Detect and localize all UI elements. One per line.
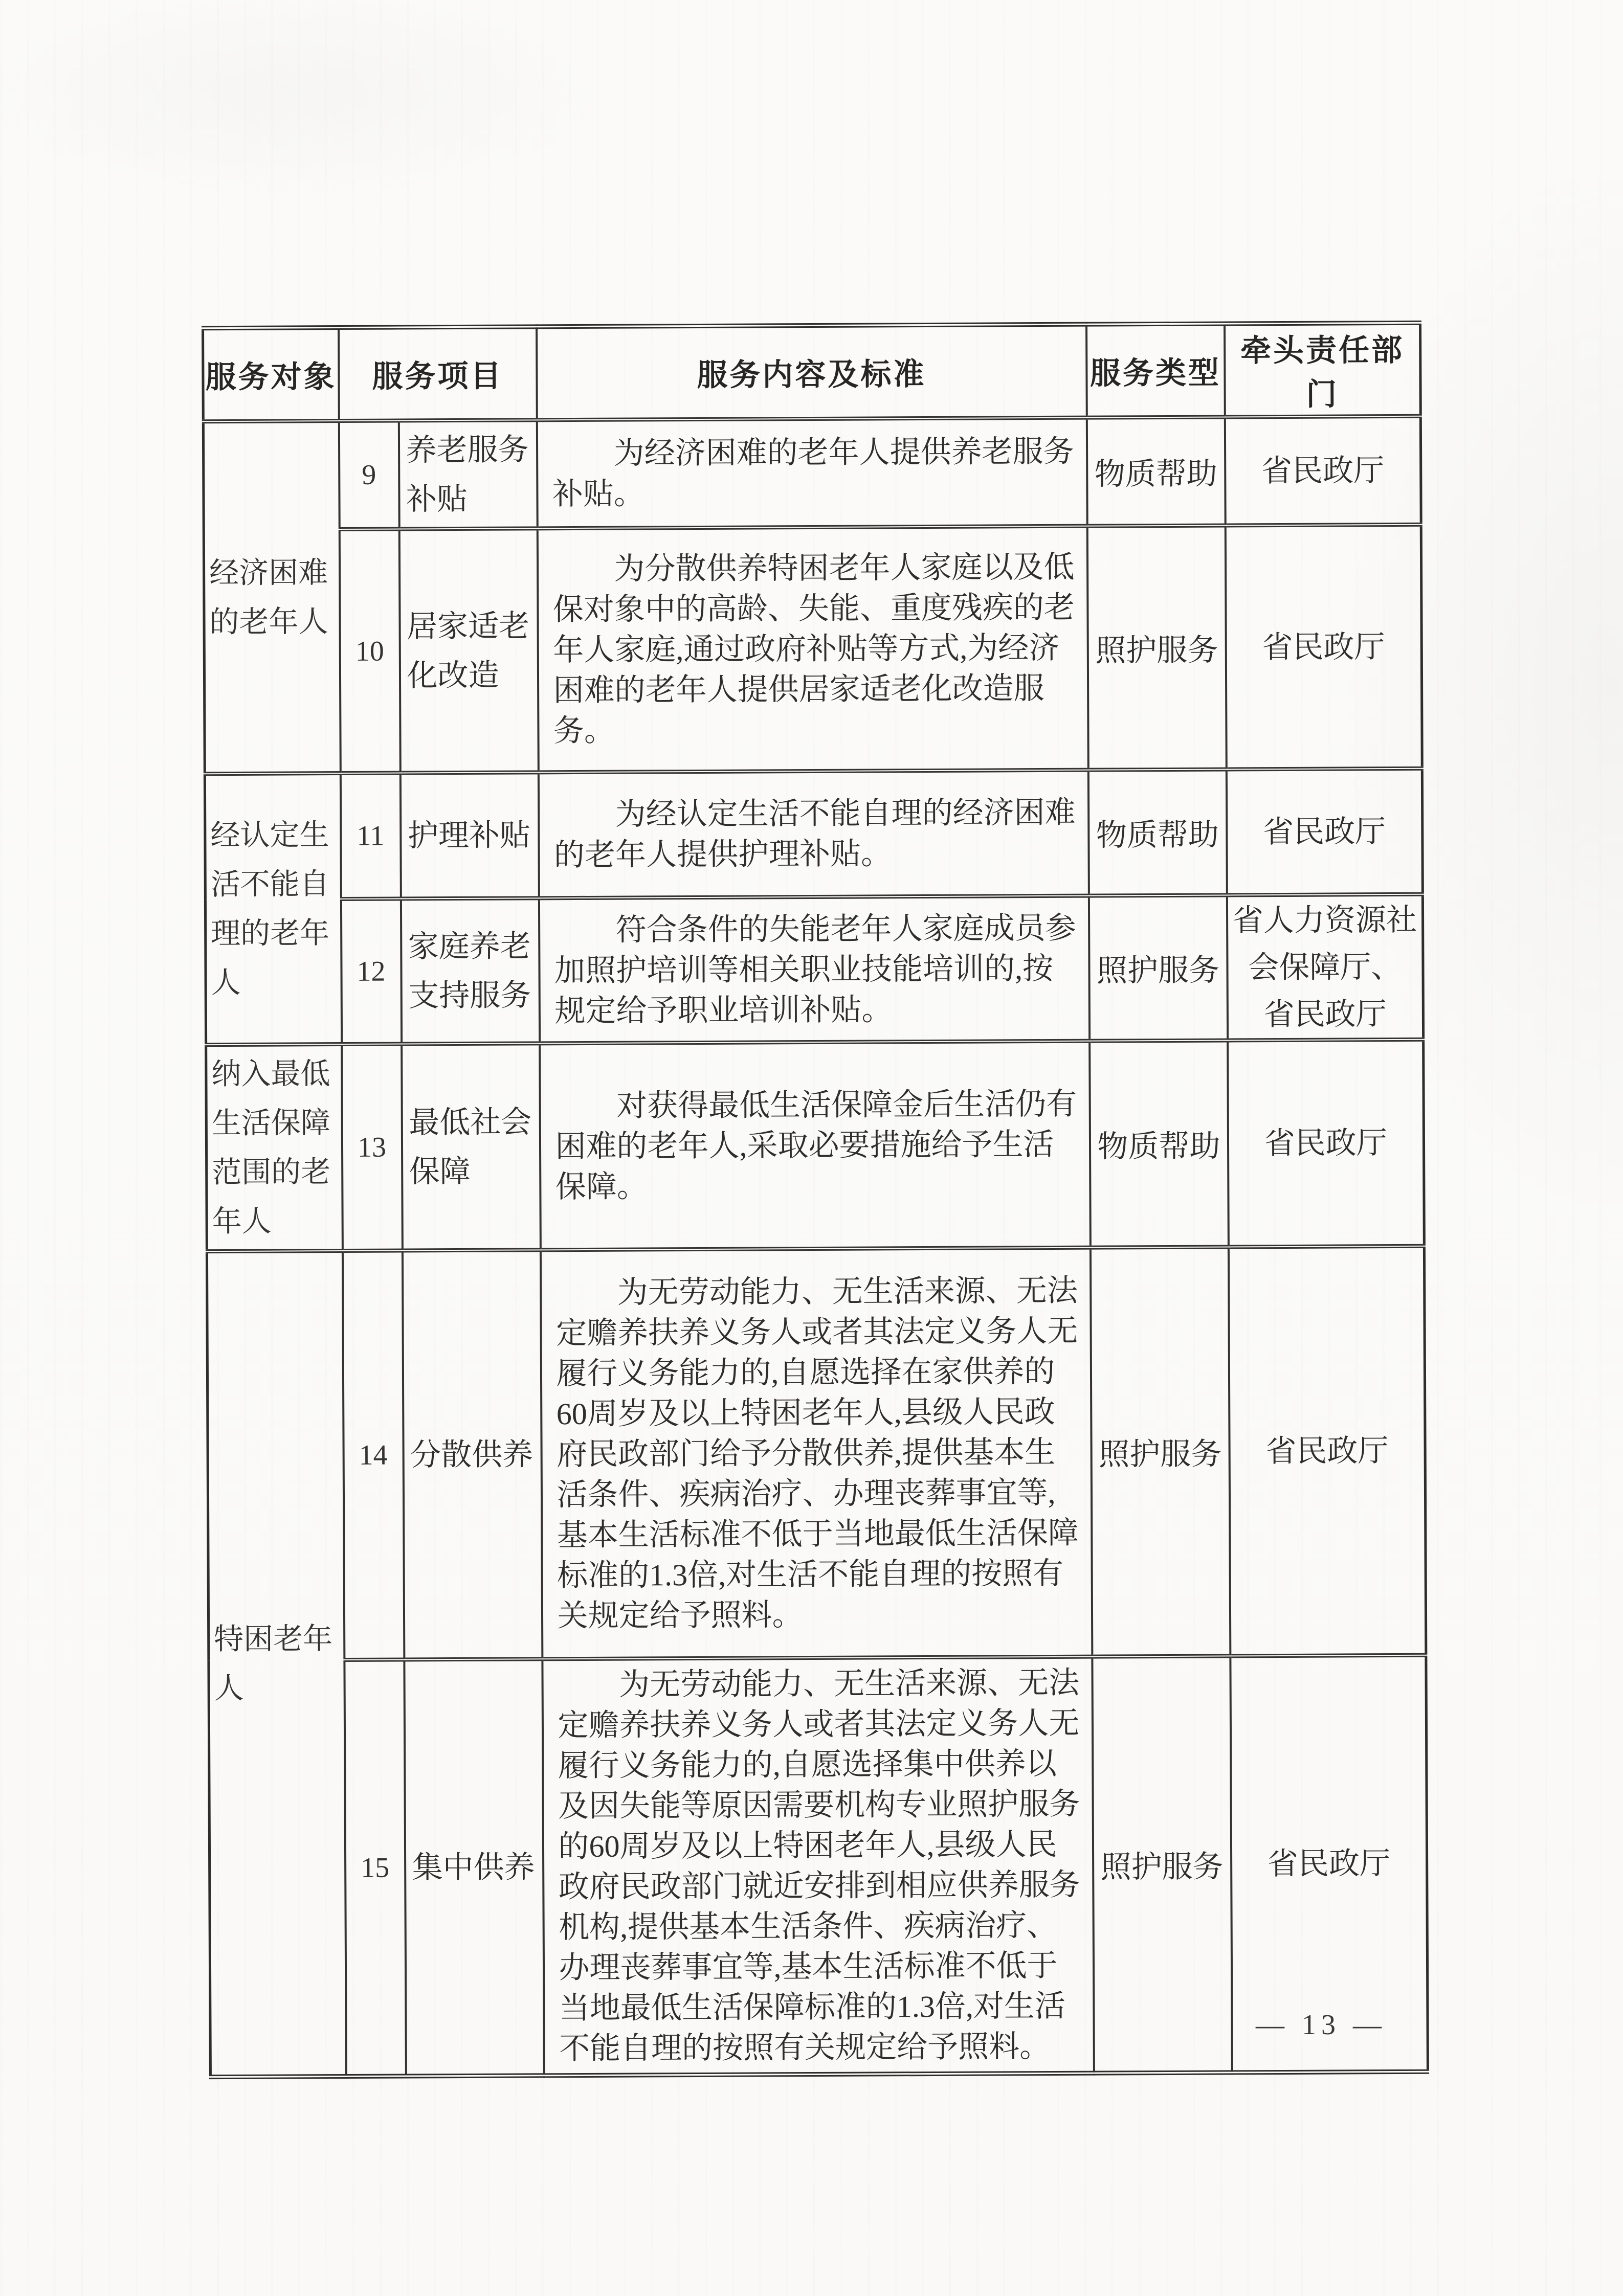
service-content-text: 为分散供养特困老年人家庭以及低保对象中的高龄、失能、重度残疾的老年人家庭,通过政府补贴等方式,为经济困难的老年人提供居家适老化改造服务。 (552, 550, 1075, 748)
header-service-item: 服务项目 (339, 327, 537, 421)
header-service-target: 服务对象 (203, 328, 339, 422)
table-row-13 (206, 1040, 1425, 1251)
row-number: 15 (344, 1659, 406, 2076)
service-content (542, 1657, 1094, 2076)
service-item: 养老服务补贴 (398, 420, 537, 529)
header-service-content: 服务内容及标准 (537, 324, 1087, 420)
service-type: 物质帮助 (1086, 417, 1225, 526)
table-row-9 (203, 416, 1421, 530)
row-number: 9 (339, 421, 399, 530)
service-item: 家庭养老支持服务 (401, 898, 539, 1044)
lead-department: 省民政厅 (1226, 769, 1422, 895)
service-content (540, 1041, 1091, 1250)
table-row-15 (209, 1655, 1428, 2077)
service-item: 分散供养 (402, 1250, 542, 1659)
row-number: 10 (339, 529, 400, 774)
table-header-row (203, 323, 1421, 421)
service-type: 照护服务 (1087, 525, 1226, 770)
service-content (539, 896, 1089, 1044)
service-target-group-extreme-poverty: 特困老年人 (207, 1251, 346, 2077)
service-target-group-minimum-living-allowance: 纳入最低生活保障范围的老年人 (206, 1044, 343, 1251)
service-content (538, 770, 1088, 898)
lead-department: 省民政厅 (1228, 1040, 1425, 1247)
service-type: 照护服务 (1092, 1656, 1232, 2073)
service-type: 物质帮助 (1088, 769, 1227, 895)
lead-department: 省民政厅 (1230, 1655, 1428, 2073)
service-content-text: 对获得最低生活保障金后生活仍有困难的老年人,采取必要措施给予生活保障。 (555, 1087, 1077, 1204)
service-content-text: 符合条件的失能老年人家庭成员参加照护培训等相关职业技能培训的,按规定给予职业培训补贴。 (554, 911, 1076, 1028)
service-type: 物质帮助 (1090, 1040, 1229, 1247)
table-row-11 (205, 769, 1422, 899)
service-item: 护理补贴 (400, 772, 539, 898)
service-type: 照护服务 (1090, 1247, 1230, 1656)
header-service-type: 服务类型 (1086, 324, 1225, 418)
row-number: 12 (341, 899, 401, 1045)
lead-department: 省民政厅 (1225, 416, 1421, 526)
service-target-group-unable-self-care: 经认定生活不能自理的老年人 (205, 773, 341, 1045)
service-content-text: 为无劳动能力、无生活来源、无法定赡养扶养义务人或者其法定义务人无履行义务能力的,自愿选择集中供养以及因失能等原因需要机构专业照护服务的60周岁及以上特困老年人,县级人民政府民政部门就近安排到相应供养服务机构,提供基本生活条件、疾病治疗、办理丧葬事宜等,基本生活标准不低于当地最低生活保障标准的1.3倍,对生活不能自理的按照有关规定给予照料。 (558, 1665, 1080, 2066)
service-content-text: 为经济困难的老年人提供养老服务补贴。 (552, 434, 1074, 511)
service-content-text: 为经认定生活不能自理的经济困难的老年人提供护理补贴。 (553, 795, 1076, 872)
service-type: 照护服务 (1088, 895, 1227, 1041)
service-content (540, 1248, 1092, 1659)
lead-department: 省民政厅 (1228, 1246, 1426, 1656)
table-row-14 (207, 1246, 1426, 1660)
service-content (537, 526, 1088, 773)
elderly-services-table (202, 321, 1429, 2079)
header-lead-department: 牵头责任部门 (1225, 323, 1421, 417)
lead-department: 省人力资源社 会保障厅、 省民政厅 (1227, 894, 1423, 1041)
row-number: 13 (342, 1044, 403, 1251)
table-row-12 (205, 894, 1423, 1045)
service-item: 居家适老化改造 (399, 528, 538, 773)
service-target-group-economic-hardship: 经济困难的老年人 (203, 421, 340, 774)
service-item: 集中供养 (404, 1659, 544, 2076)
lead-department: 省民政厅 (1225, 525, 1422, 770)
service-item: 最低社会保障 (402, 1043, 541, 1250)
row-number: 14 (342, 1251, 404, 1660)
service-content (537, 418, 1087, 529)
service-content-text: 为无劳动能力、无生活来源、无法定赡养扶养义务人或者其法定义务人无履行义务能力的,自愿选择在家供养的60周岁及以上特困老年人,县级人民政府民政部门给予分散供养,提供基本生活条件、疾病治疗、办理丧葬事宜等,基本生活标准不低于当地最低生活保障标准的1.3倍,对生活不能自理的按照有关规定给予照料。 (555, 1273, 1079, 1633)
elderly-services-table-wrapper (202, 321, 1428, 2079)
page-number: — 13 — (1256, 2009, 1387, 2041)
row-number: 11 (340, 773, 401, 899)
table-row-10 (204, 525, 1422, 774)
